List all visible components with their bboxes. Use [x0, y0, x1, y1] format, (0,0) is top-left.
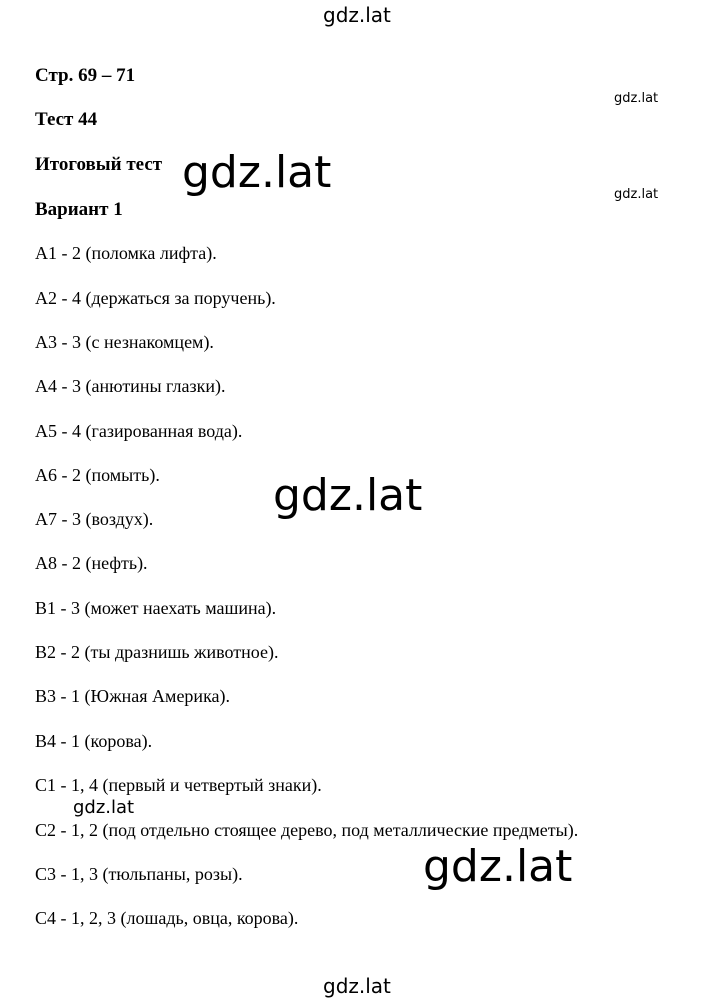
- watermark-top: gdz.lat: [323, 3, 391, 27]
- watermark-small: gdz.lat: [73, 797, 135, 818]
- watermark-right-2: gdz.lat: [614, 187, 659, 202]
- answer-a5: А5 - 4 (газированная вода).: [35, 421, 243, 441]
- answer-a4: А4 - 3 (анютины глазки).: [35, 376, 226, 396]
- answer-b1: В1 - 3 (может наехать машина).: [35, 598, 277, 618]
- answer-c1: С1 - 1, 4 (первый и четвертый знаки).: [35, 775, 322, 795]
- answer-b4: В4 - 1 (корова).: [35, 731, 153, 751]
- answer-a6: А6 - 2 (помыть).: [35, 465, 160, 485]
- watermark-large-3: gdz.lat: [423, 841, 573, 892]
- answer-c2: С2 - 1, 2 (под отдельно стоящее дерево, под металлические предметы).: [35, 820, 579, 840]
- variant-heading: Вариант 1: [35, 199, 123, 220]
- answer-c3: С3 - 1, 3 (тюльпаны, розы).: [35, 864, 243, 884]
- page-range-heading: Стр. 69 – 71: [35, 65, 136, 86]
- test-label-heading: Тест 44: [35, 109, 98, 130]
- answer-b3: В3 - 1 (Южная Америка).: [35, 686, 231, 706]
- test-title-heading: Итоговый тест: [35, 154, 163, 175]
- watermark-right-1: gdz.lat: [614, 91, 659, 106]
- watermark-large-2: gdz.lat: [273, 470, 423, 521]
- answer-a1: А1 - 2 (поломка лифта).: [35, 243, 217, 263]
- answer-a8: А8 - 2 (нефть).: [35, 553, 148, 573]
- answer-a2: А2 - 4 (держаться за поручень).: [35, 288, 276, 308]
- watermark-large-1: gdz.lat: [182, 147, 332, 198]
- watermark-bottom: gdz.lat: [323, 974, 391, 998]
- answer-c4: С4 - 1, 2, 3 (лошадь, овца, корова).: [35, 908, 299, 928]
- answer-a3: А3 - 3 (с незнакомцем).: [35, 332, 214, 352]
- answer-a7: А7 - 3 (воздух).: [35, 509, 154, 529]
- answer-b2: В2 - 2 (ты дразнишь животное).: [35, 642, 279, 662]
